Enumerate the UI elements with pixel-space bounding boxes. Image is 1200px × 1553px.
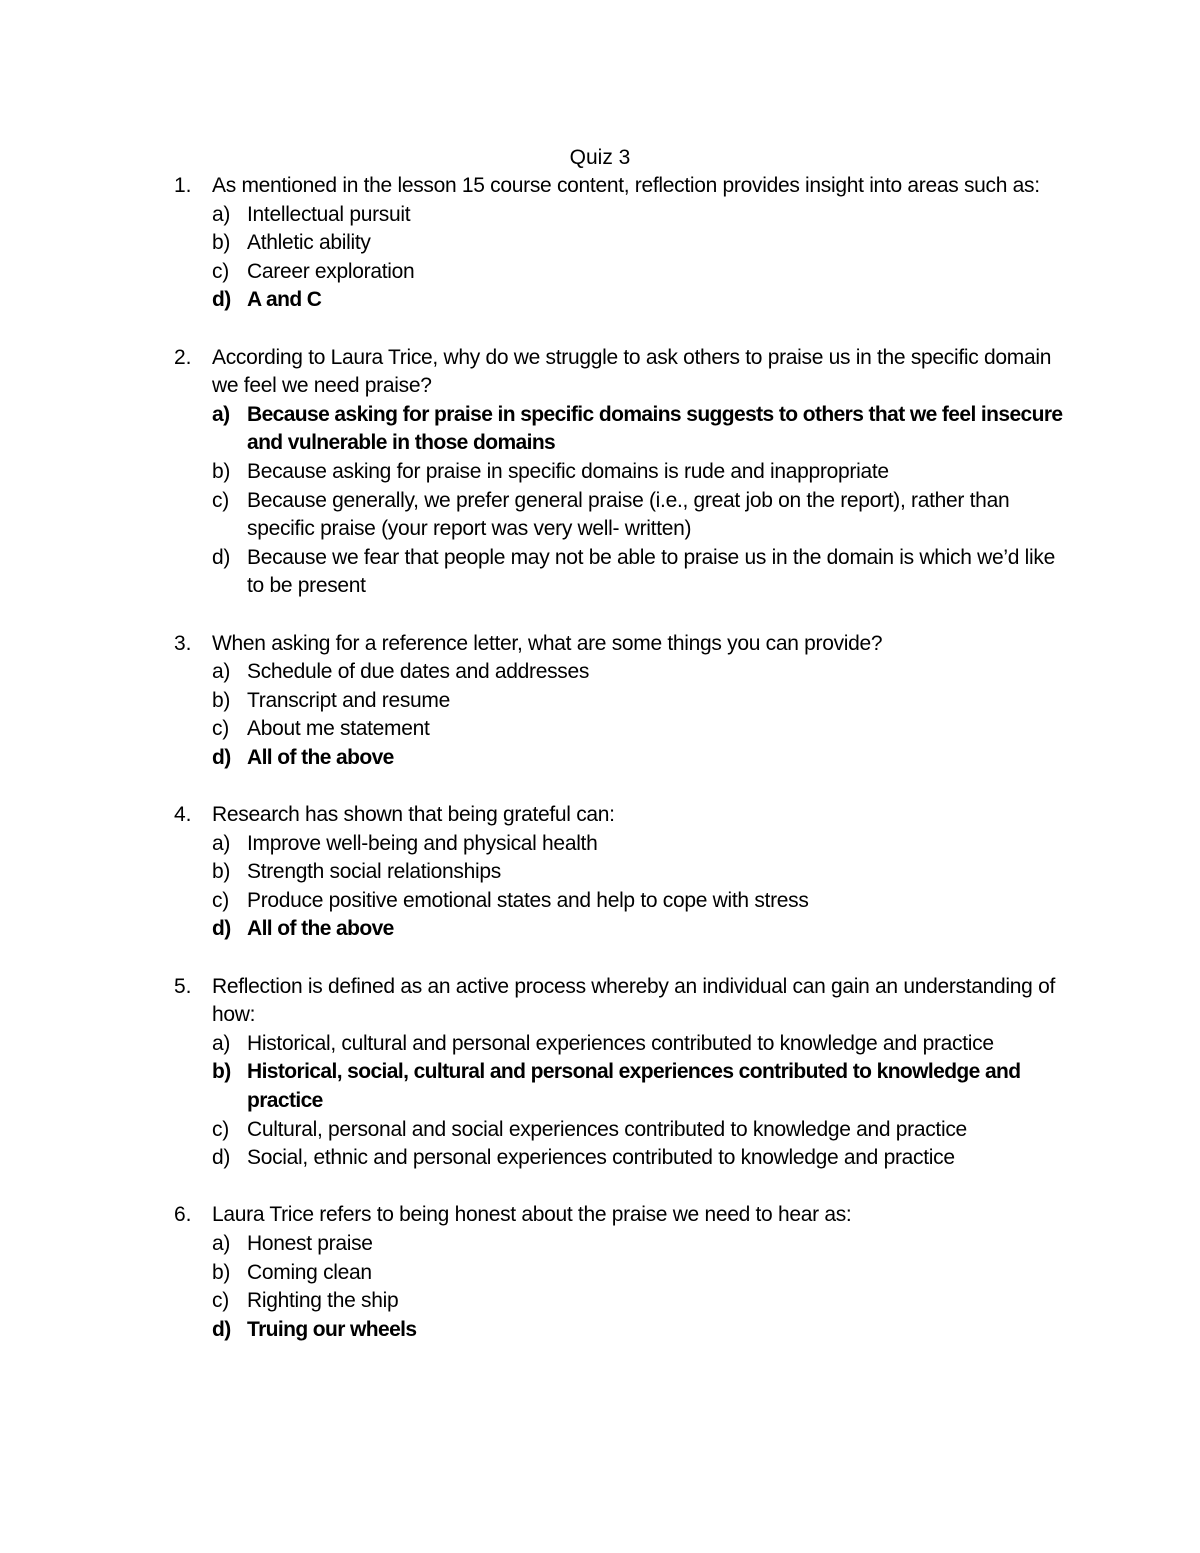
option-text: All of the above — [247, 917, 394, 941]
question-number: 4. — [174, 803, 192, 827]
option-letter: a) — [212, 660, 231, 684]
option-text: Social, ethnic and personal experiences contributed to knowledge and practice — [247, 1146, 955, 1170]
answer-option — [212, 1230, 1064, 1259]
answer-option — [212, 458, 1064, 487]
option-letter: b) — [212, 1260, 231, 1284]
answer-option — [212, 915, 1064, 944]
option-text: Righting the ship — [247, 1289, 399, 1313]
option-list — [212, 401, 1064, 601]
answer-option — [212, 487, 1064, 544]
answer-option — [212, 1316, 1064, 1345]
question-text: When asking for a reference letter, what are some things you can provide? — [212, 631, 883, 655]
answer-option — [212, 401, 1064, 458]
option-text: Produce positive emotional states and help to cope with stress — [247, 888, 809, 912]
answer-option — [212, 201, 1064, 230]
option-text: Historical, social, cultural and personal experiences contributed to knowledge and practice — [247, 1060, 1021, 1112]
question-item — [174, 801, 1064, 944]
answer-option — [212, 887, 1064, 916]
answer-option — [212, 1144, 1064, 1173]
option-letter: b) — [212, 231, 231, 255]
question-number: 2. — [174, 345, 192, 369]
option-text: Because we fear that people may not be able to praise us in the domain is which we’d like to be present — [247, 545, 1055, 598]
answer-option — [212, 858, 1064, 887]
option-list — [212, 1230, 1064, 1344]
option-list — [212, 830, 1064, 944]
question-text: Laura Trice refers to being honest about the praise we need to hear as: — [212, 1203, 852, 1227]
option-text: Because asking for praise in specific domains is rude and inappropriate — [247, 459, 889, 483]
question-number: 6. — [174, 1203, 192, 1227]
option-text: Historical, cultural and personal experiences contributed to knowledge and practice — [247, 1031, 994, 1055]
option-letter: d) — [212, 1317, 231, 1341]
question-item — [174, 630, 1064, 773]
option-text: Honest praise — [247, 1231, 373, 1255]
option-letter: c) — [212, 488, 229, 512]
option-text: Because asking for praise in specific domains suggests to others that we feel insecure and vulnerable in those domains — [247, 402, 1063, 455]
option-text: Transcript and resume — [247, 688, 451, 712]
answer-option — [212, 1058, 1064, 1115]
option-text: Career exploration — [247, 259, 415, 283]
question-text: According to Laura Trice, why do we struggle to ask others to praise us in the specific domain we feel we need praise? — [212, 345, 1052, 398]
option-letter: b) — [212, 459, 231, 483]
option-letter: b) — [212, 688, 231, 712]
page-title: Quiz 3 — [569, 146, 631, 169]
question-text: As mentioned in the lesson 15 course content, reflection provides insight into areas such as: — [212, 174, 1040, 197]
question-item — [174, 973, 1064, 1173]
answer-option — [212, 544, 1064, 601]
question-list — [174, 172, 1064, 1373]
question-item — [174, 344, 1064, 601]
option-letter: d) — [212, 545, 231, 569]
question-item — [174, 1201, 1064, 1344]
option-letter: c) — [212, 1117, 229, 1141]
option-letter: d) — [212, 745, 231, 769]
option-text: Truing our wheels — [247, 1317, 417, 1341]
answer-option — [212, 658, 1064, 687]
option-letter: c) — [212, 1289, 229, 1313]
option-letter: d) — [212, 1146, 231, 1170]
question-number: 1. — [174, 174, 192, 197]
option-list — [212, 201, 1064, 315]
option-letter: a) — [212, 831, 231, 855]
option-letter: d) — [212, 288, 231, 312]
answer-option — [212, 1287, 1064, 1316]
option-letter: c) — [212, 717, 229, 741]
answer-option — [212, 715, 1064, 744]
option-letter: a) — [212, 1231, 231, 1255]
answer-option — [212, 229, 1064, 258]
option-text: Athletic ability — [247, 231, 371, 255]
option-letter: c) — [212, 888, 229, 912]
question-number: 3. — [174, 631, 192, 655]
option-text: Cultural, personal and social experiences contributed to knowledge and practice — [247, 1117, 967, 1141]
question-number: 5. — [174, 974, 192, 998]
answer-option — [212, 286, 1064, 315]
option-letter: b) — [212, 1060, 231, 1084]
question-text: Reflection is defined as an active process whereby an individual can gain an understanding of how: — [212, 974, 1055, 1027]
option-text: A and C — [247, 288, 322, 312]
question-item — [174, 172, 1064, 315]
option-text: Intellectual pursuit — [247, 202, 411, 226]
option-text: All of the above — [247, 745, 394, 769]
option-letter: d) — [212, 917, 231, 941]
answer-option — [212, 1030, 1064, 1059]
option-letter: b) — [212, 860, 231, 884]
option-list — [212, 1030, 1064, 1173]
answer-option — [212, 830, 1064, 859]
option-letter: a) — [212, 202, 231, 226]
option-text: Coming clean — [247, 1260, 372, 1284]
option-list — [212, 658, 1064, 772]
option-letter: c) — [212, 259, 229, 283]
option-letter: a) — [212, 1031, 231, 1055]
answer-option — [212, 744, 1064, 773]
answer-option — [212, 687, 1064, 716]
option-text: Because generally, we prefer general praise (i.e., great job on the report), rather than specific praise (your report was very well- written) — [247, 488, 1010, 541]
option-letter: a) — [212, 402, 230, 426]
answer-option — [212, 1116, 1064, 1145]
option-text: Strength social relationships — [247, 860, 501, 884]
option-text: Improve well-being and physical health — [247, 831, 598, 855]
question-text: Research has shown that being grateful can: — [212, 803, 615, 827]
answer-option — [212, 1259, 1064, 1288]
option-text: Schedule of due dates and addresses — [247, 660, 590, 684]
answer-option — [212, 258, 1064, 287]
option-text: About me statement — [247, 717, 430, 741]
